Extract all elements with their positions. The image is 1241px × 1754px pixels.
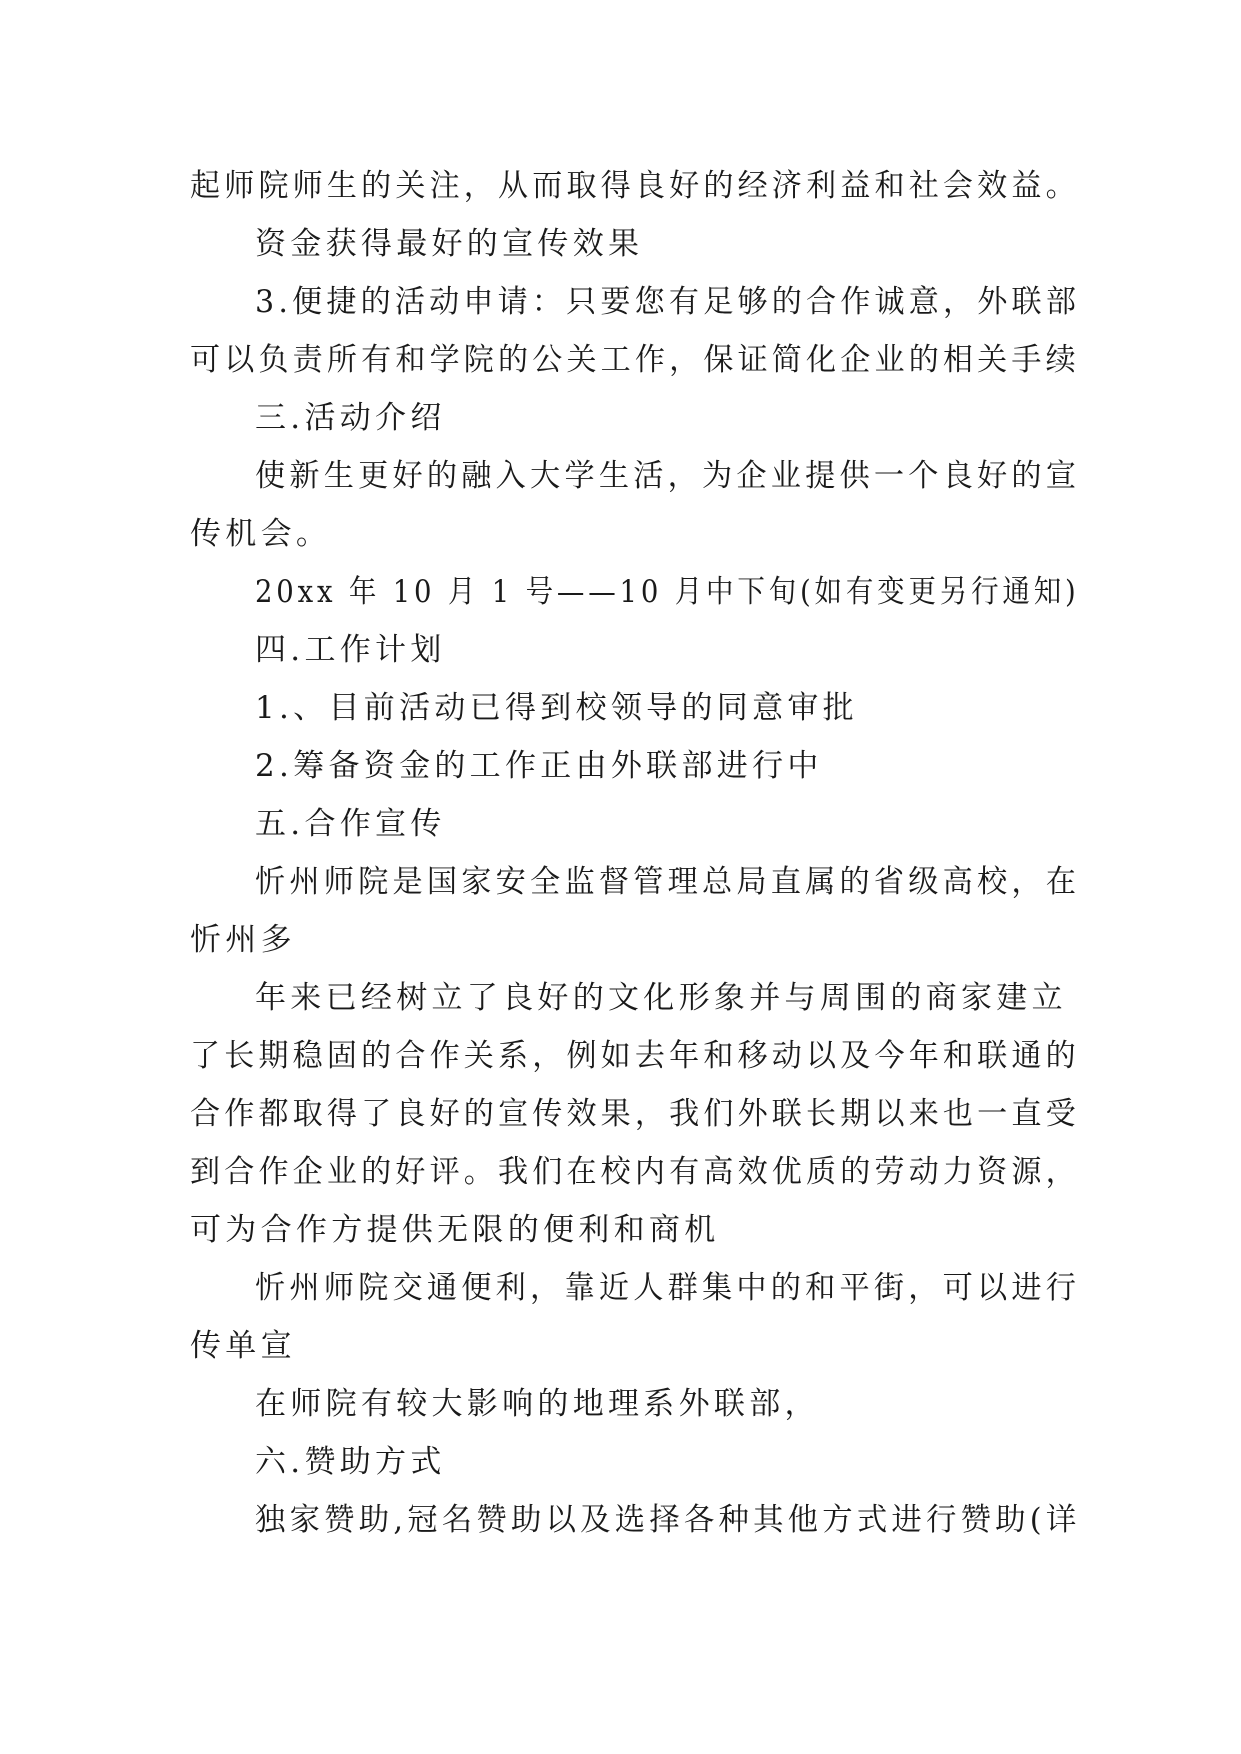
text-line: 忻州师院是国家安全监督管理总局直属的省级高校，在 xyxy=(255,864,1081,900)
text-line: 忻州多 xyxy=(190,922,296,958)
text-line: 忻州师院交通便利，靠近人群集中的和平街，可以进行 xyxy=(255,1270,1081,1306)
text-line: 年来已经树立了良好的文化形象并与周围的商家建立 xyxy=(255,980,1067,1016)
text-line: 传机会。 xyxy=(190,516,332,552)
text-line: 20xx 年 10 月 1 号——10 月中下旬(如有变更另行通知) xyxy=(255,574,1080,610)
text-line: 独家赞助,冠名赞助以及选择各种其他方式进行赞助(详 xyxy=(255,1502,1081,1538)
text-line: 可为合作方提供无限的便利和商机 xyxy=(190,1212,720,1248)
text-line: 资金获得最好的宣传效果 xyxy=(255,226,644,262)
section-heading: 四.工作计划 xyxy=(255,632,446,668)
section-heading: 五.合作宣传 xyxy=(255,806,446,842)
text-line: 使新生更好的融入大学生活，为企业提供一个良好的宣 xyxy=(255,458,1081,494)
text-line: 传单宣 xyxy=(190,1328,296,1364)
section-heading: 六.赞助方式 xyxy=(255,1444,446,1480)
text-line: 到合作企业的好评。我们在校内有高效优质的劳动力资源， xyxy=(190,1154,1080,1190)
text-line: 1.、目前活动已得到校领导的同意审批 xyxy=(255,690,858,726)
text-line: 了长期稳固的合作关系，例如去年和移动以及今年和联通的 xyxy=(190,1038,1080,1074)
text-line: 合作都取得了良好的宣传效果，我们外联长期以来也一直受 xyxy=(190,1096,1080,1132)
text-line: 3.便捷的活动申请：只要您有足够的合作诚意，外联部 xyxy=(255,284,1081,320)
section-heading: 三.活动介绍 xyxy=(255,400,446,436)
text-line: 起师院师生的关注，从而取得良好的经济利益和社会效益。 xyxy=(190,168,1080,204)
text-line: 可以负责所有和学院的公关工作，保证简化企业的相关手续 xyxy=(190,342,1080,378)
text-line: 在师院有较大影响的地理系外联部， xyxy=(255,1386,820,1422)
text-line: 2.筹备资金的工作正由外联部进行中 xyxy=(255,748,823,784)
